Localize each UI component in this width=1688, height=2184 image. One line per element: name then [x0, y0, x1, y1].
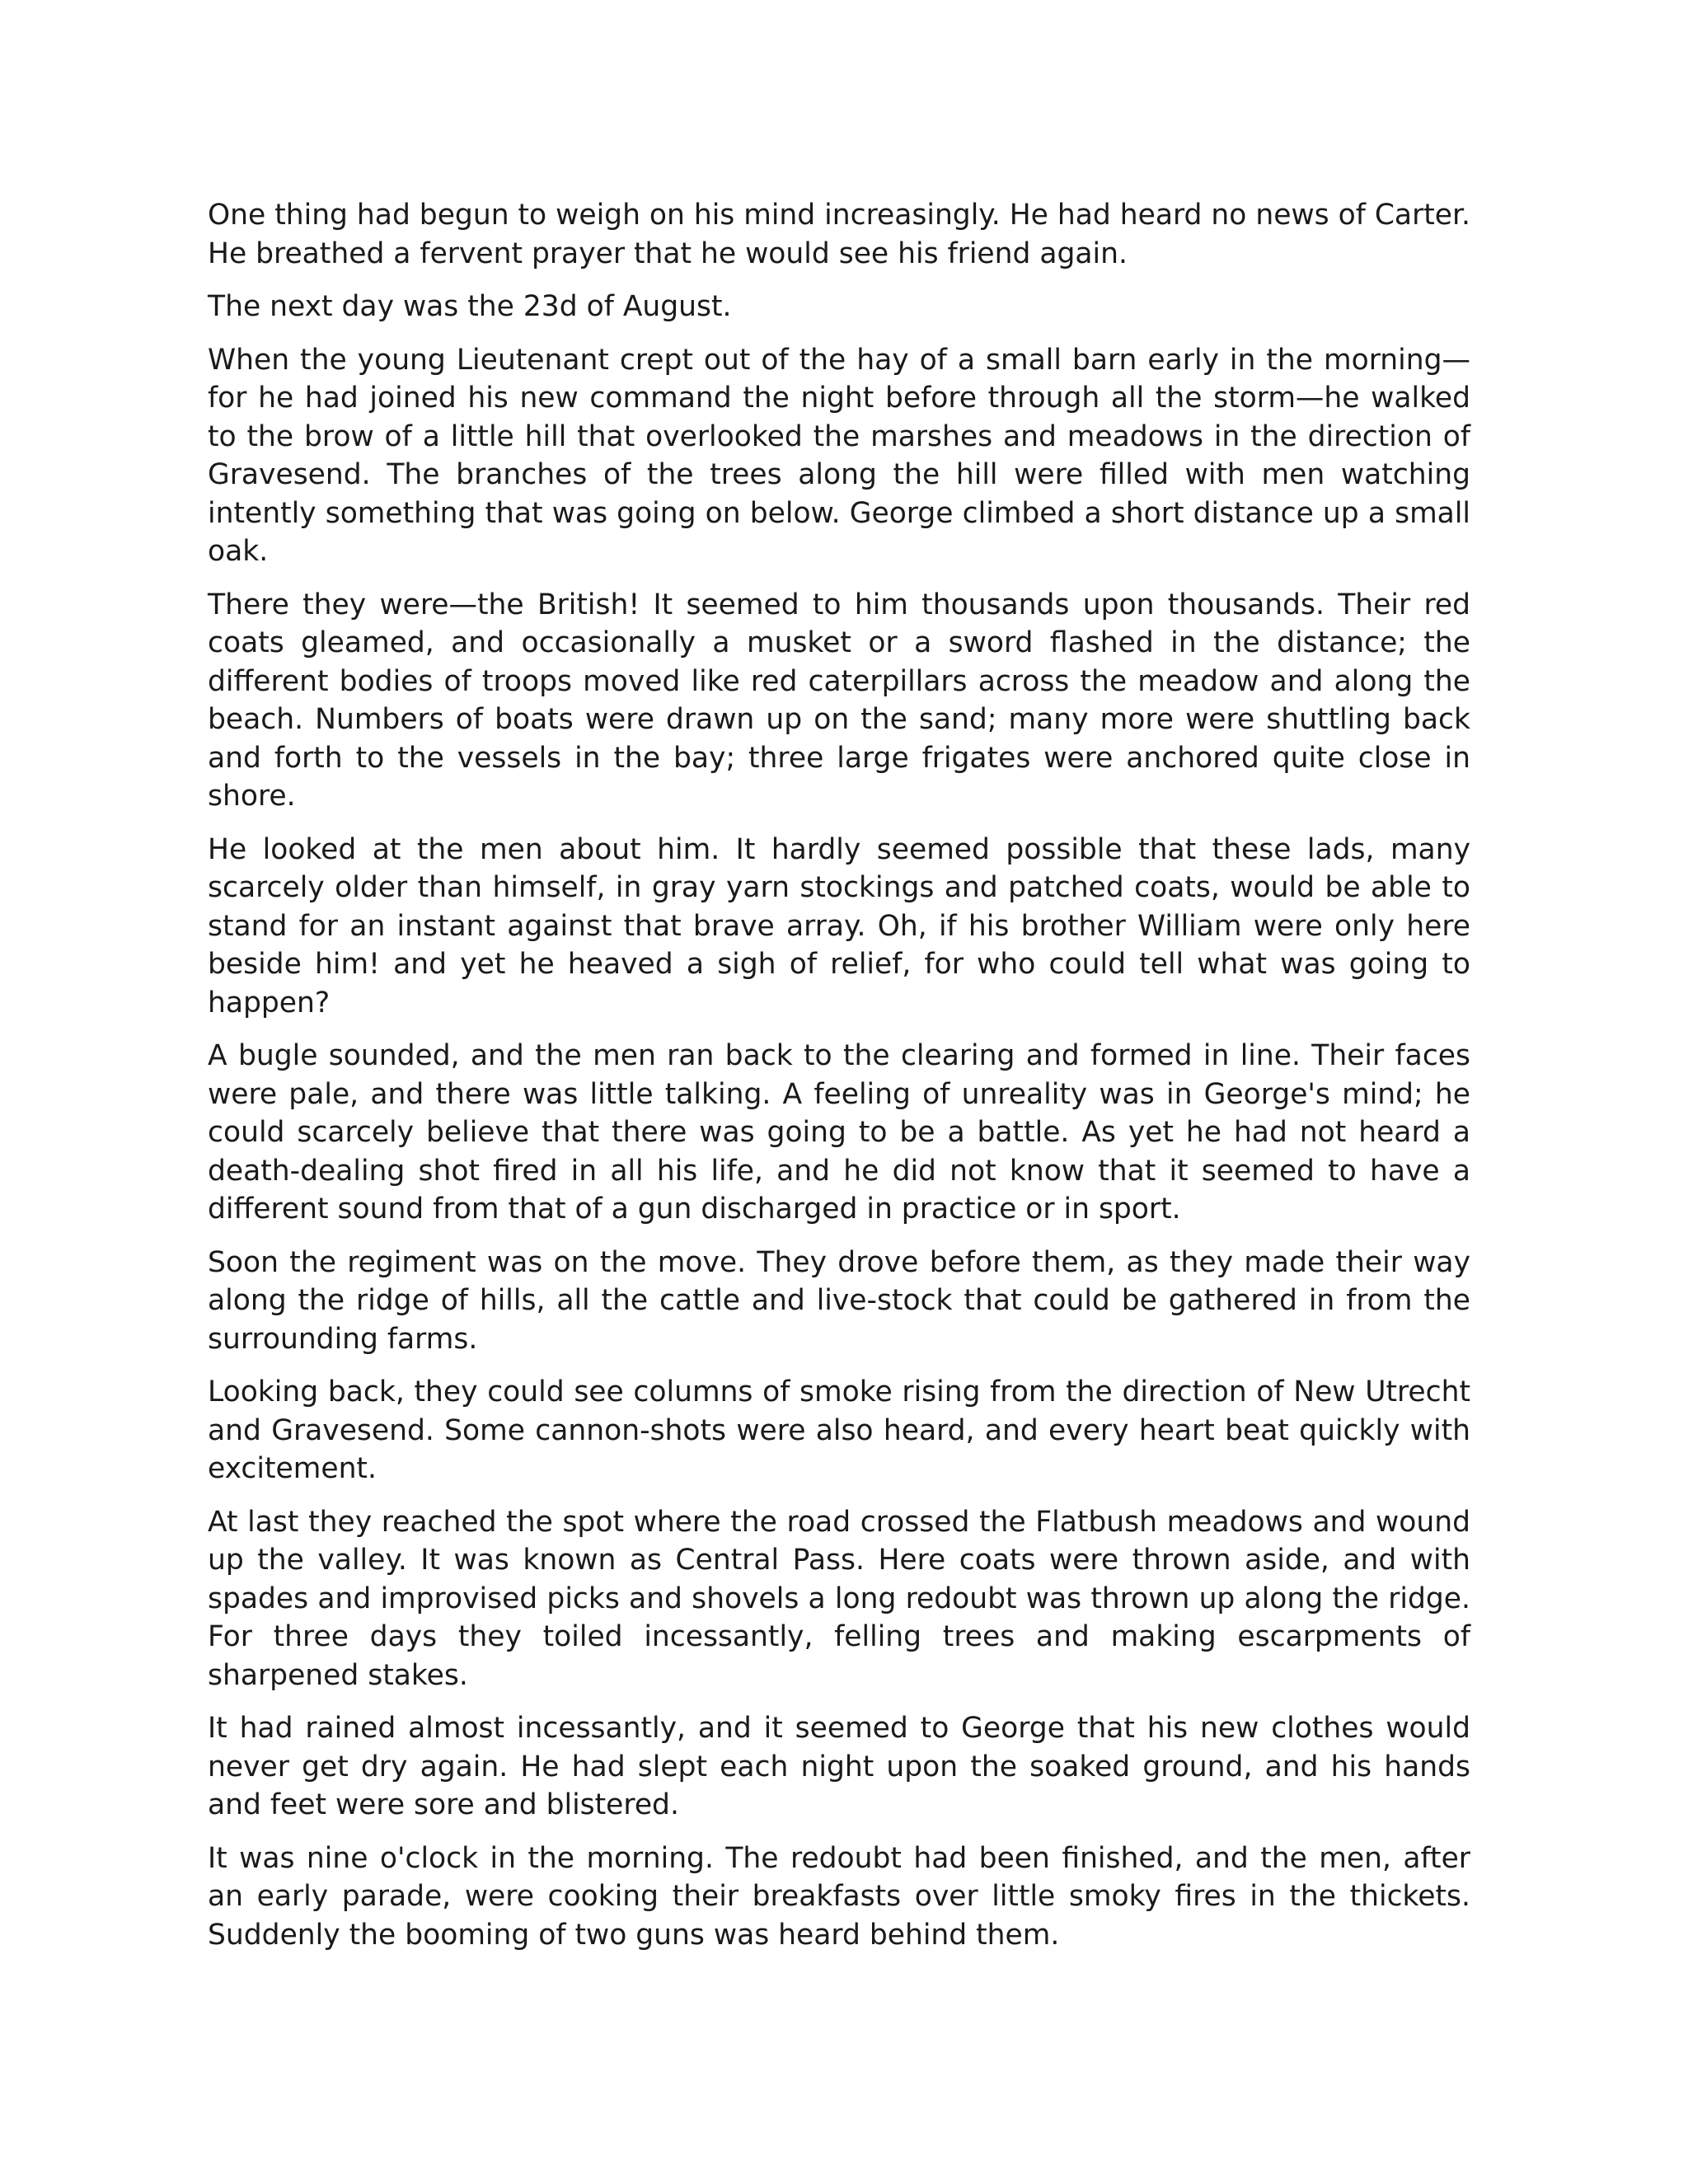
- paragraph-10: It had rained almost incessantly, and it seemed to George that his new clothes would never get dry again. He had slept each night upon the soaked ground, and his hands and feet were sore and blistered.: [208, 1712, 1470, 1821]
- paragraph-2: The next day was the 23d of August.: [208, 290, 732, 323]
- paragraph-1: One thing had begun to weigh on his mind increasingly. He had heard no news of Carter. He breathed a fervent prayer that he would see his friend again.: [208, 199, 1470, 270]
- paragraph-11: It was nine o'clock in the morning. The redoubt had been finished, and the men, after an early parade, were cooking their breakfasts over little smoky fires in the thickets. Suddenly the booming of two guns was heard behind them.: [208, 1841, 1470, 1952]
- document-page: [208, 196, 1470, 1969]
- paragraph-9: At last they reached the spot where the road crossed the Flatbush meadows and wound up the valley. It was known as Central Pass. Here coats were thrown aside, and with spades and improvised picks and shovels a long redoubt was thrown up along the ridge. For three days they toiled incessantly, felling trees and making escarpments of sharpened stakes.: [208, 1505, 1470, 1692]
- paragraph-6: A bugle sounded, and the men ran back to the clearing and formed in line. Their faces were pale, and there was little talking. A feeling of unreality was in George's mind; he could scarcely believe that there was going to be a battle. As yet he had not heard a death-dealing shot fired in all his life, and he did not know that it seemed to have a different sound from that of a gun discharged in practice or in sport.: [208, 1039, 1470, 1226]
- paragraph-4: There they were—the British! It seemed to him thousands upon thousands. Their red coats gleamed, and occasionally a musket or a sword flashed in the distance; the different bodies of troops moved like red caterpillars across the meadow and along the beach. Numbers of boats were drawn up on the sand; many more were shuttling back and forth to the vessels in the bay; three large frigates were anchored quite close in shore.: [208, 588, 1470, 813]
- paragraph-5: He looked at the men about him. It hardly seemed possible that these lads, many scarcely older than himself, in gray yarn stockings and patched coats, would be able to stand for an instant against that brave array. Oh, if his brother William were only here beside him! and yet he heaved a sigh of relief, for who could tell what was going to happen?: [208, 832, 1470, 1019]
- paragraph-7: Soon the regiment was on the move. They drove before them, as they made their way along the ridge of hills, all the cattle and live-stock that could be gathered in from the surrounding farms.: [208, 1245, 1470, 1356]
- paragraph-8: Looking back, they could see columns of smoke rising from the direction of New Utrecht and Gravesend. Some cannon-shots were also heard, and every heart beat quickly with excitement.: [208, 1376, 1470, 1485]
- paragraph-3: When the young Lieutenant crept out of the hay of a small barn early in the morning—for he had joined his new command the night before through all the storm—he walked to the brow of a little hill that overlooked the marshes and meadows in the direction of Gravesend. The branches of the trees along the hill were filled with men watching intently something that was going on below. George climbed a short distance up a small oak.: [208, 343, 1470, 568]
